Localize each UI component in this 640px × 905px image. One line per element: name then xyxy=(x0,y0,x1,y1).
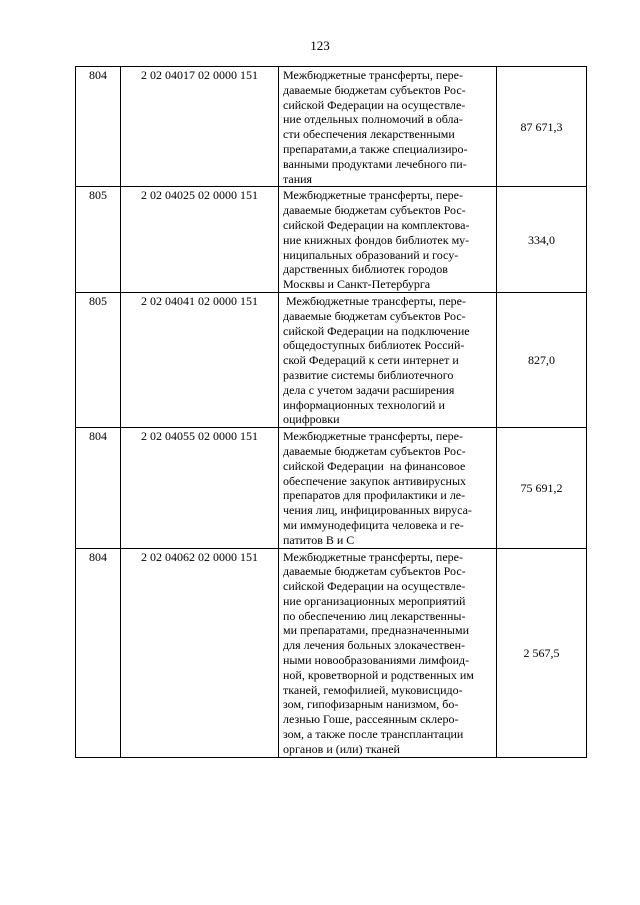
description-line: тканей, гемофилией, муковисцидо- xyxy=(283,682,463,697)
description-line: Межбюджетные трансферты, пере- xyxy=(283,68,463,82)
description-line: ми иммунодефицита человека и ге- xyxy=(283,517,464,532)
description-line: тания xyxy=(283,171,313,186)
description-line: информационных технологий и xyxy=(283,397,445,412)
description-line: патитов В и С xyxy=(283,532,355,547)
description-line: ниципальных образований и госу- xyxy=(283,247,459,262)
budget-table xyxy=(75,66,587,758)
amount-cell: 334,0 xyxy=(497,187,587,293)
description-line: развитие системы библиотечного xyxy=(283,367,454,382)
description-cell xyxy=(279,292,497,427)
description-line: органов и (или) тканей xyxy=(283,741,400,756)
description-line: ми препаратами, предназначенными xyxy=(283,623,469,638)
description-line: сийской Федерации на комплектова- xyxy=(283,217,470,232)
page-number: 123 xyxy=(310,38,330,53)
description-line: ными новообразованиями лимфоид- xyxy=(283,653,470,668)
description-line: даваемые бюджетам субъектов Рос- xyxy=(283,203,466,218)
description-cell xyxy=(279,548,497,757)
description-line: препаратов для профилактики и ле- xyxy=(283,488,466,503)
description-line: даваемые бюджетам субъектов Рос- xyxy=(283,308,466,323)
description-line: зом, гипофизарным нанизмом, бо- xyxy=(283,697,459,712)
budget-code-cell: 2 02 04055 02 0000 151 xyxy=(121,428,279,548)
description-line: дела с учетом задачи расширения xyxy=(283,382,455,397)
description-line: Межбюджетные трансферты, пере- xyxy=(283,188,463,203)
description-line: общедоступных библиотек Россий- xyxy=(283,338,465,353)
table-row xyxy=(76,67,587,187)
description-line: ние организационных мероприятий xyxy=(283,593,466,608)
description-line: Межбюджетные трансферты, пере- xyxy=(283,549,463,564)
description-cell xyxy=(279,67,497,187)
amount-cell: 87 671,3 xyxy=(497,67,587,187)
admin-code-cell: 804 xyxy=(76,67,121,187)
admin-code-cell: 804 xyxy=(76,428,121,548)
budget-code-cell: 2 02 04025 02 0000 151 xyxy=(121,187,279,293)
amount-cell: 827,0 xyxy=(497,292,587,427)
description-line: дарственных библиотек городов xyxy=(283,262,448,277)
table-row xyxy=(76,292,587,427)
description-line: ской Федераций к сети интернет и xyxy=(283,353,459,368)
amount-cell: 75 691,2 xyxy=(497,428,587,548)
description-line: сийской Федерации на подключение xyxy=(283,323,470,338)
budget-code-cell: 2 02 04017 02 0000 151 xyxy=(121,67,279,187)
description-line: даваемые бюджетам субъектов Рос- xyxy=(283,82,466,97)
table-row xyxy=(76,548,587,757)
description-line: лезнью Гоше, рассеянным склеро- xyxy=(283,712,459,727)
description-line: даваемые бюджетам субъектов Рос- xyxy=(283,443,466,458)
description-line: сийской Федерации на осуществле- xyxy=(283,97,466,112)
description-line: по обеспечению лиц лекарственны- xyxy=(283,608,466,623)
admin-code-cell: 804 xyxy=(76,548,121,757)
description-line: ние отдельных полномочий в обла- xyxy=(283,112,463,127)
description-line: сийской Федерации на осуществле- xyxy=(283,579,466,594)
amount-cell: 2 567,5 xyxy=(497,548,587,757)
budget-code-cell: 2 02 04041 02 0000 151 xyxy=(121,292,279,427)
description-cell xyxy=(279,187,497,293)
description-line: зом, а также после трансплантации xyxy=(283,727,464,742)
budget-code-cell: 2 02 04062 02 0000 151 xyxy=(121,548,279,757)
description-line: даваемые бюджетам субъектов Рос- xyxy=(283,564,466,579)
description-line: оцифровки xyxy=(283,412,340,427)
description-line: ние книжных фондов библиотек му- xyxy=(283,232,470,247)
description-line: для лечения больных злокачествен- xyxy=(283,638,466,653)
description-line: ванными продуктами лечебного пи- xyxy=(283,156,467,171)
description-line: обеспечение закупок антивирусных xyxy=(283,473,467,488)
admin-code-cell: 805 xyxy=(76,187,121,293)
table-row xyxy=(76,428,587,548)
description-line: Межбюджетные трансферты, пере- xyxy=(283,293,466,308)
description-line: Москвы и Санкт-Петербурга xyxy=(283,277,431,292)
budget-table-body xyxy=(76,67,587,758)
description-line: препаратами,а также специализиро- xyxy=(283,141,468,156)
description-line: ной, кроветворной и родственных им xyxy=(283,667,474,682)
table-row xyxy=(76,187,587,293)
description-line: чения лиц, инфицированных вируса- xyxy=(283,503,472,518)
description-line: Межбюджетные трансферты, пере- xyxy=(283,429,463,444)
description-line: сийской Федерации на финансовое xyxy=(283,458,466,473)
admin-code-cell: 805 xyxy=(76,292,121,427)
description-cell xyxy=(279,428,497,548)
description-line: сти обеспечения лекарственными xyxy=(283,127,455,142)
